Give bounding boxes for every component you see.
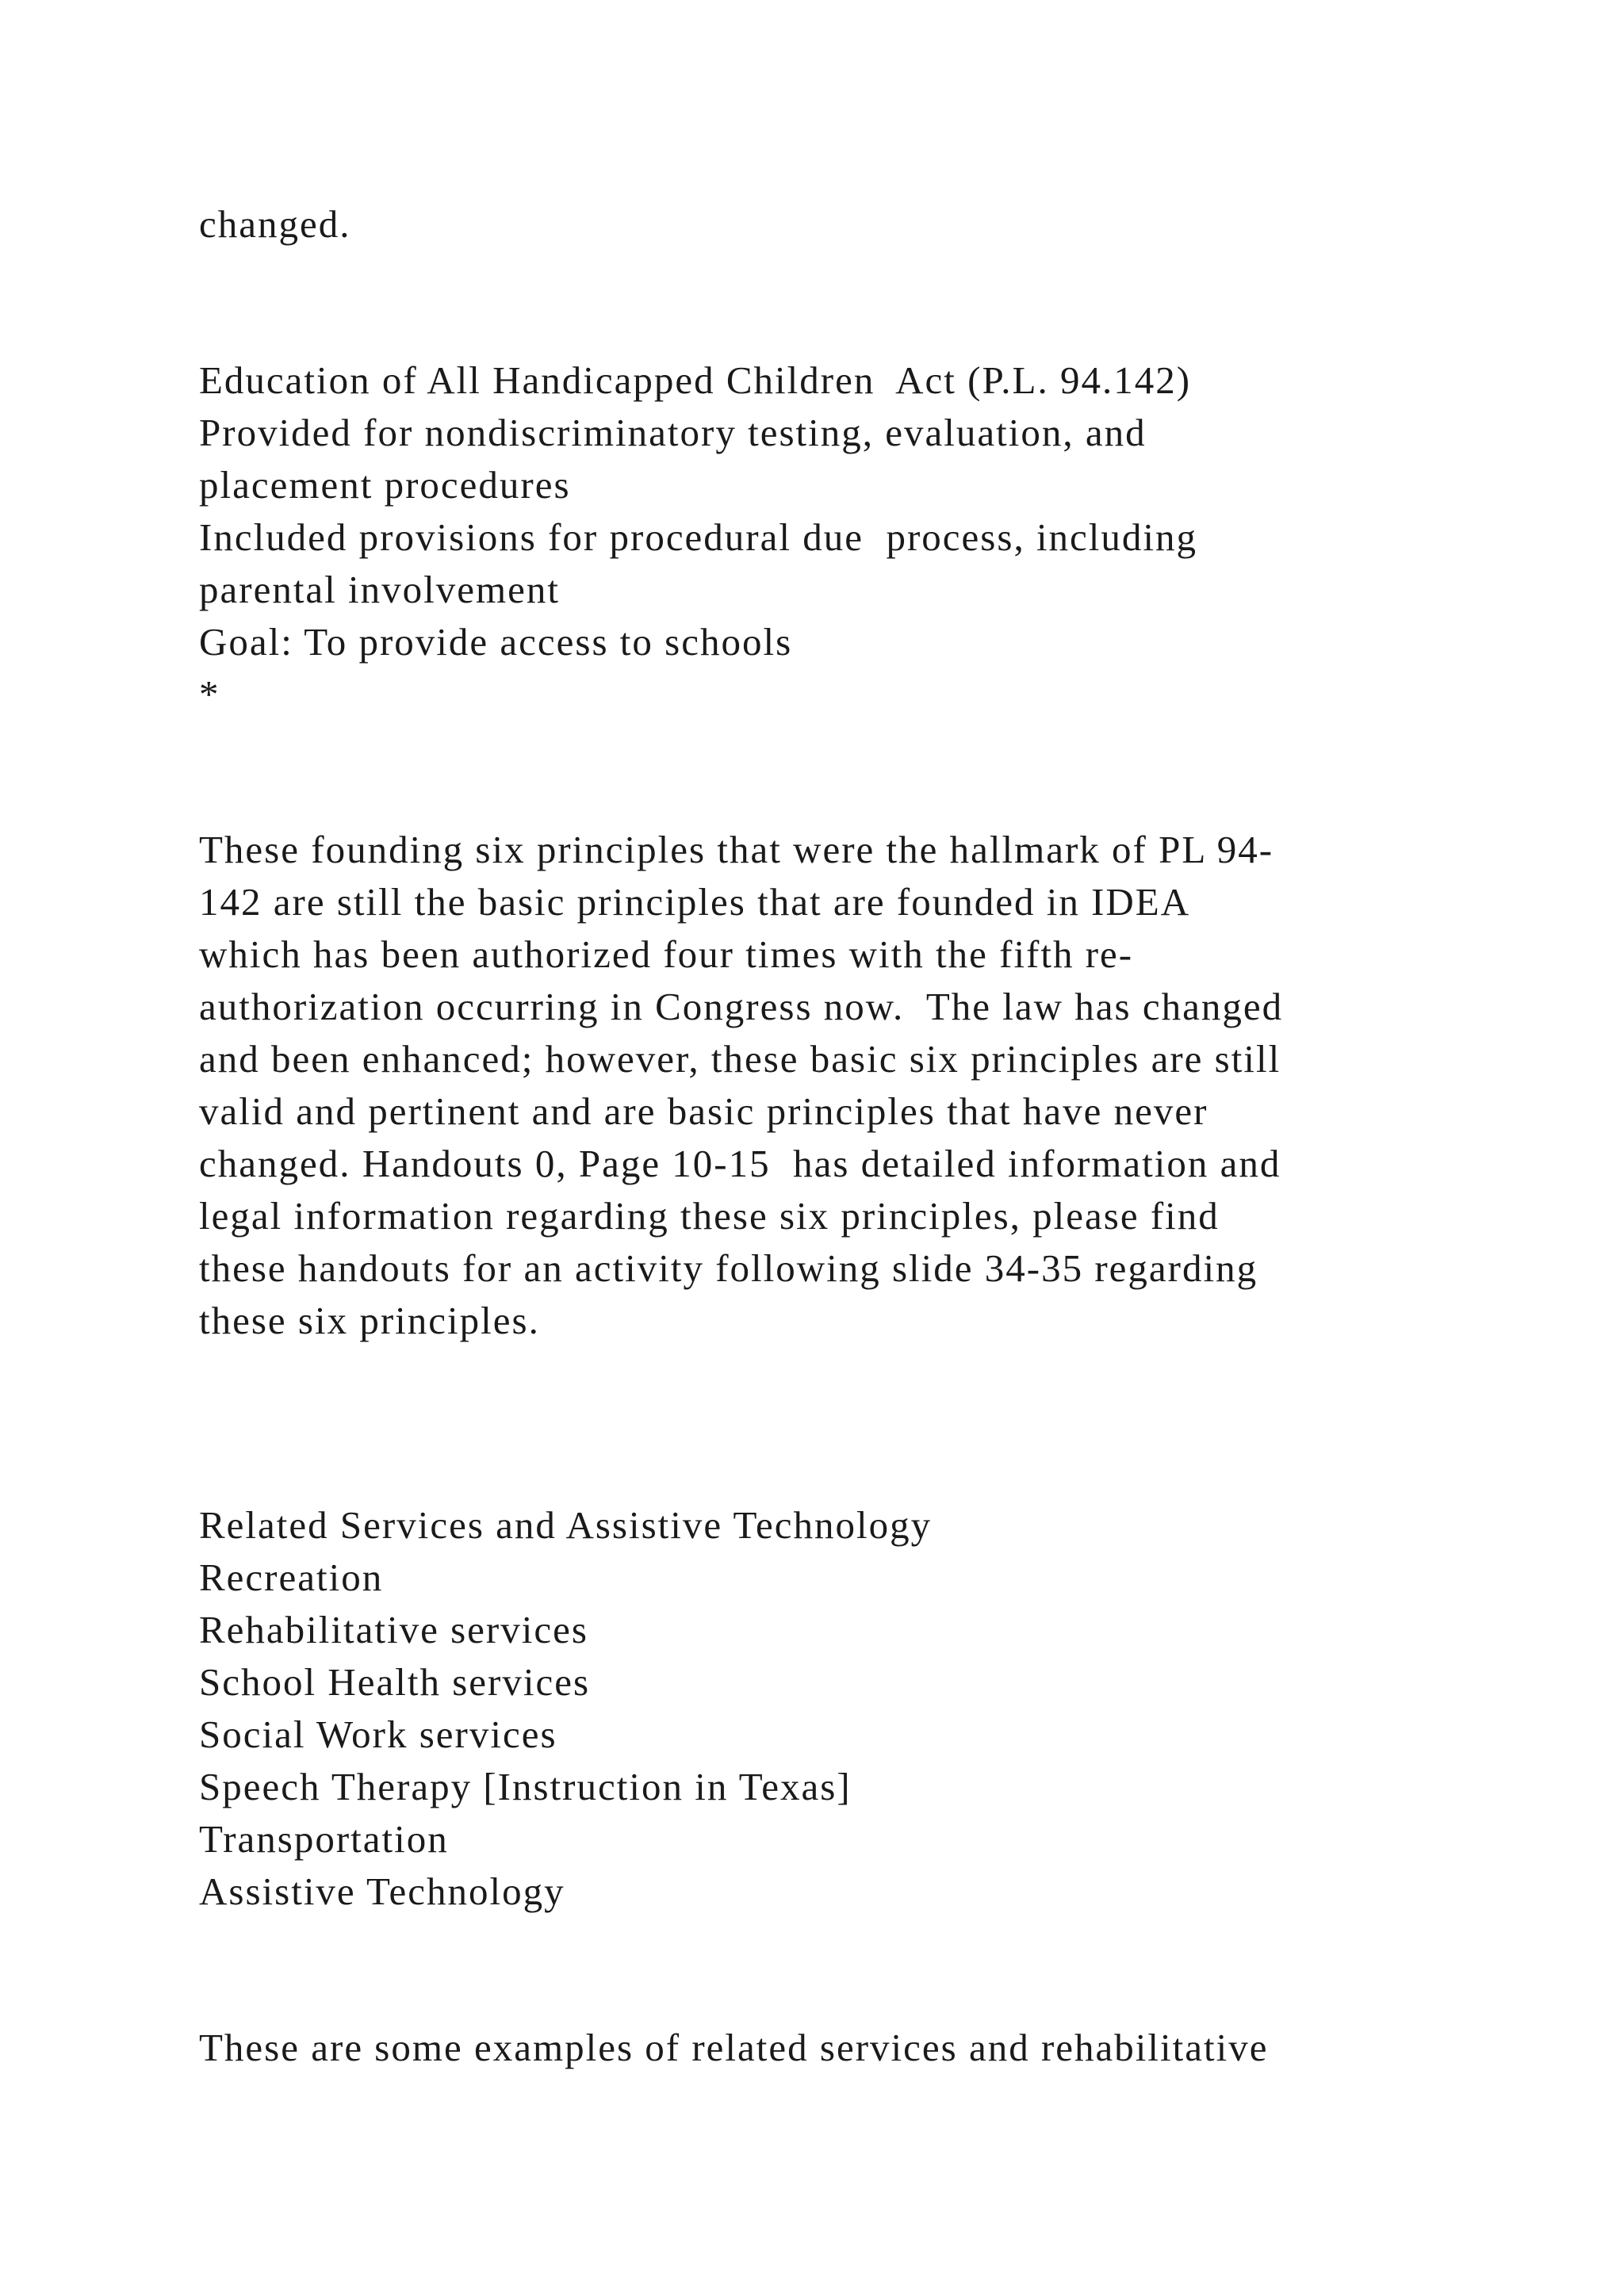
paragraph-line: changed. Handouts 0, Page 10-15 has detailed information and [199, 1142, 1281, 1185]
paragraph-line: 142 are still the basic principles that are founded in IDEA [199, 880, 1191, 924]
text-line: placement procedures [199, 463, 571, 507]
text-line: parental involvement [199, 568, 560, 611]
paragraph-line: valid and pertinent and are basic principles that have never [199, 1089, 1208, 1133]
list-item: Speech Therapy [Instruction in Texas] [199, 1765, 852, 1808]
paragraph-line: legal information regarding these six principles, please find [199, 1194, 1220, 1238]
list-item: School Health services [199, 1660, 591, 1704]
paragraph-line: These are some examples of related services and rehabilitative [199, 2026, 1269, 2069]
heading-line: Related Services and Assistive Technology [199, 1503, 933, 1547]
paragraph-line: These founding six principles that were the hallmark of PL 94- [199, 828, 1274, 871]
text-line: Provided for nondiscriminatory testing, evaluation, and [199, 411, 1147, 454]
list-item: Rehabilitative services [199, 1608, 588, 1651]
list-item: Transportation [199, 1817, 449, 1861]
text-line: Goal: To provide access to schools [199, 620, 793, 664]
list-item: Recreation [199, 1556, 384, 1599]
paragraph-line: and been enhanced; however, these basic six principles are still [199, 1037, 1281, 1081]
list-item: Social Work services [199, 1712, 557, 1756]
paragraph-line: which has been authorized four times with the fifth re- [199, 932, 1134, 976]
paragraph-line: these handouts for an activity following slide 34-35 regarding [199, 1246, 1258, 1290]
list-item: Assistive Technology [199, 1869, 565, 1913]
heading-line: Education of All Handicapped Children Act (P.L. 94.142) [199, 358, 1192, 402]
asterisk-line: * [199, 672, 220, 716]
paragraph-line: authorization occurring in Congress now. The law has changed [199, 985, 1284, 1028]
text-line: changed. [199, 202, 351, 246]
paragraph-line: these six principles. [199, 1299, 540, 1342]
text-line: Included provisions for procedural due process, including [199, 515, 1198, 559]
